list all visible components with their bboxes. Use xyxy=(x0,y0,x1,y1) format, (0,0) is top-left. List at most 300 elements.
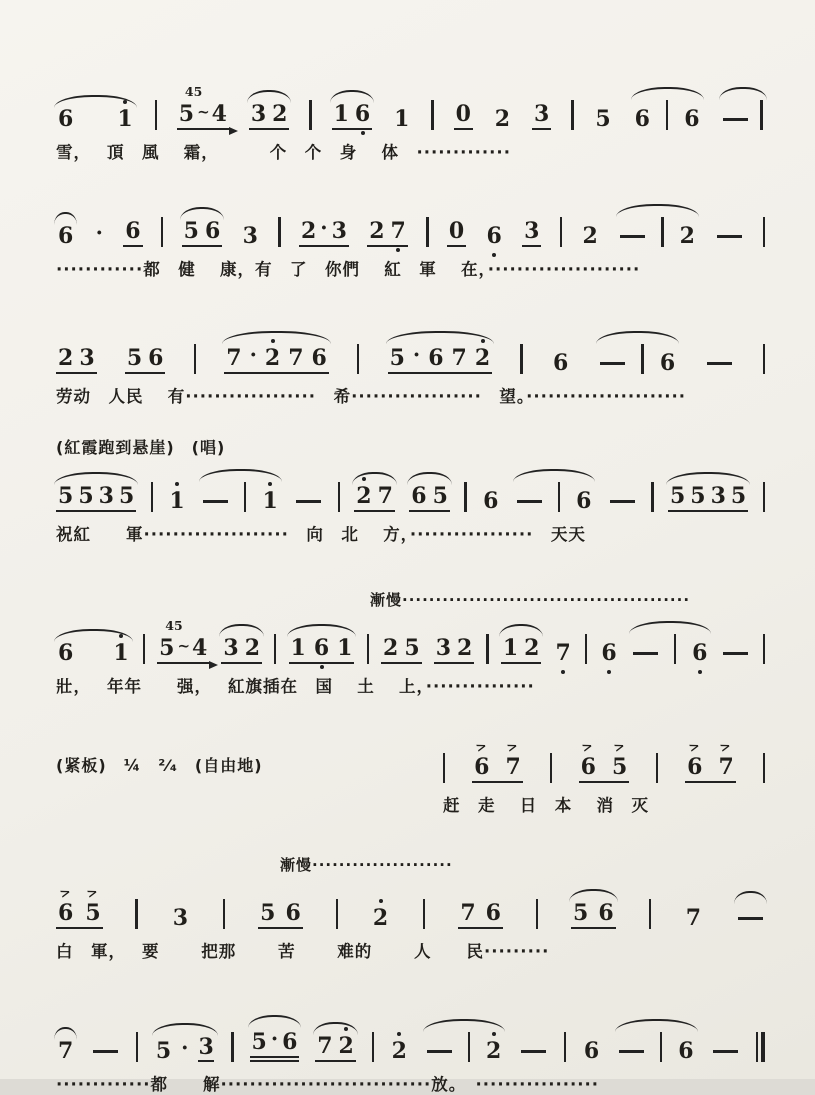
note: 7 xyxy=(391,220,406,242)
note: 6 xyxy=(411,483,427,509)
dash-note xyxy=(521,1037,546,1062)
dash-note xyxy=(203,487,228,512)
note: 1 xyxy=(290,635,306,661)
octave-dot-low xyxy=(607,670,611,674)
note-group xyxy=(56,347,97,374)
note: 6 xyxy=(428,345,444,371)
note: 6 xyxy=(598,900,614,926)
note-group xyxy=(56,108,135,130)
note: 2 xyxy=(679,223,695,249)
augmentation-dot: · xyxy=(95,220,103,245)
note: 1 xyxy=(394,106,410,132)
note: 6 > xyxy=(57,884,74,926)
barline xyxy=(674,634,676,664)
note-group xyxy=(56,225,75,247)
dash-note xyxy=(723,639,748,664)
barline xyxy=(136,1032,138,1062)
barline xyxy=(571,100,573,130)
barline xyxy=(223,899,225,929)
note: 5 xyxy=(126,345,143,371)
note: 5 xyxy=(404,635,420,661)
barline xyxy=(564,1032,566,1062)
barline xyxy=(338,482,340,512)
music-system xyxy=(56,1016,765,1095)
note: 6 xyxy=(552,350,569,376)
note-group xyxy=(715,222,744,247)
lyrics-line: 劳动 人民 有·················· 希·················· 望。······················ xyxy=(56,387,687,406)
note-group xyxy=(56,642,131,664)
note-group xyxy=(224,344,329,374)
note: 1 xyxy=(117,108,132,130)
note: 3 xyxy=(98,483,114,509)
slur-arc xyxy=(615,1019,698,1032)
note: 5 xyxy=(690,483,706,509)
note: 2 xyxy=(494,106,511,132)
lyrics-line: 赶 走 日 本 消 灭 xyxy=(443,796,649,815)
slur-arc xyxy=(513,469,596,482)
note-group xyxy=(388,344,493,374)
note-group xyxy=(551,352,570,374)
note: 3 xyxy=(242,223,258,249)
slur-arc xyxy=(423,1019,506,1032)
note-group xyxy=(608,487,637,512)
note: 6 xyxy=(285,900,301,926)
note: 6 xyxy=(659,350,676,376)
note-group xyxy=(617,1032,696,1062)
note: 1 xyxy=(502,635,519,661)
note-group xyxy=(493,108,512,130)
note-group xyxy=(289,637,355,664)
dash-note xyxy=(427,1037,452,1062)
note: 6 xyxy=(58,223,74,249)
note: 6 xyxy=(576,488,592,514)
note-group xyxy=(711,1037,740,1062)
note: 5 xyxy=(260,900,276,926)
note-group xyxy=(598,344,677,374)
note: 2 xyxy=(582,223,598,249)
dash-note xyxy=(713,1037,738,1062)
note-group xyxy=(554,642,573,664)
barline xyxy=(464,482,466,512)
note-group xyxy=(249,103,290,130)
note-group xyxy=(157,618,209,664)
note-group xyxy=(472,738,523,783)
dash-note xyxy=(619,1037,644,1062)
accent-mark: > xyxy=(686,738,702,757)
barline xyxy=(244,482,246,512)
note-group xyxy=(581,225,600,247)
note: 6 xyxy=(684,106,700,132)
note-group xyxy=(582,1040,601,1062)
note-group xyxy=(354,485,395,512)
lyrics-line: 雪， 頂 風 霜， 个 个 身 体 ············· xyxy=(56,143,511,162)
note: 5 45 xyxy=(178,84,203,127)
notation-line xyxy=(56,1016,765,1062)
note: 2 xyxy=(524,635,540,661)
note-group xyxy=(579,738,630,783)
note-group xyxy=(485,225,504,247)
note: 5 xyxy=(78,483,94,509)
note: 6 xyxy=(282,1029,298,1055)
note: 5 xyxy=(595,106,611,132)
octave-dot-high xyxy=(271,339,275,343)
note-group xyxy=(633,100,702,130)
note: 2 xyxy=(475,347,490,369)
dash-note xyxy=(723,105,748,130)
note-group xyxy=(532,103,551,130)
note-group xyxy=(56,884,103,929)
note: 3 xyxy=(331,218,347,244)
note: ~ xyxy=(197,103,209,121)
note: 6 xyxy=(58,106,74,132)
note: 5 > xyxy=(611,738,628,780)
note: 6 xyxy=(58,640,74,666)
dash-note xyxy=(517,487,542,512)
note: 7 > xyxy=(505,738,521,780)
note-group xyxy=(94,222,105,247)
note-group xyxy=(392,108,411,130)
note-group xyxy=(501,637,542,664)
note: 7 xyxy=(377,483,393,509)
octave-dot-high xyxy=(119,634,123,638)
note: ~ xyxy=(177,637,190,655)
stage-direction: (紅霞跑到悬崖) (唱) xyxy=(56,438,226,457)
lyrics-line: 白 軍， 要 把那 苦 难的 人 民········· xyxy=(56,942,550,961)
note: 1 xyxy=(337,635,353,661)
barline xyxy=(426,217,428,247)
augmentation-dot: · xyxy=(181,1035,189,1060)
note: 6 xyxy=(601,642,616,664)
note: 6 xyxy=(485,900,501,926)
octave-dot-high xyxy=(481,339,485,343)
note: 3 xyxy=(198,1034,214,1060)
barline xyxy=(274,634,276,664)
note: 7 xyxy=(451,345,467,371)
note: 6 > xyxy=(580,738,596,780)
note-group xyxy=(381,637,422,664)
notation-block xyxy=(443,737,765,816)
note-group xyxy=(294,487,323,512)
note-group xyxy=(571,902,616,929)
octave-dot-low xyxy=(361,131,365,135)
lyrics-line: ············都 健 康，有 了 你們 紅 軍 在，····················· xyxy=(56,260,641,279)
note: 5 > xyxy=(84,884,101,926)
barline xyxy=(372,1032,374,1062)
note-group xyxy=(425,1032,504,1062)
note-group xyxy=(515,482,594,512)
dash-note xyxy=(600,349,625,374)
note: 1 xyxy=(113,642,128,664)
note: 7 xyxy=(226,345,242,371)
note: 2 xyxy=(373,907,388,929)
accent-mark: > xyxy=(718,738,734,757)
barline xyxy=(649,899,651,929)
music-system xyxy=(56,737,765,816)
note: 3 xyxy=(533,101,550,127)
note: 3 xyxy=(435,635,451,661)
augmentation-dot: · xyxy=(320,215,328,240)
barline xyxy=(763,344,765,374)
slur-arc xyxy=(734,891,767,904)
note: 7 xyxy=(58,1038,74,1064)
music-system xyxy=(56,201,765,280)
tempo-meter-marking: (紧板) ¼ ²⁄₄ (自由地) xyxy=(56,756,263,775)
notation-line xyxy=(443,737,765,783)
note: 5 xyxy=(669,483,686,509)
barline xyxy=(309,100,311,130)
barline xyxy=(641,344,643,374)
note-group xyxy=(434,637,475,664)
barline xyxy=(520,344,522,374)
note: 6 xyxy=(583,1038,600,1064)
note-group xyxy=(593,108,612,130)
note: 6 xyxy=(678,1038,694,1064)
note: 2 xyxy=(339,1035,354,1057)
barline xyxy=(661,217,663,247)
note: 3 xyxy=(524,218,540,244)
note: 5 xyxy=(730,483,747,509)
note-group xyxy=(332,103,373,130)
note: 6 xyxy=(125,218,141,244)
music-system xyxy=(56,328,765,407)
note: 3 xyxy=(710,483,726,509)
note-group xyxy=(171,907,190,929)
slur-arc xyxy=(631,87,704,100)
slur-arc xyxy=(719,87,766,100)
lyrics-line: 壯， 年年 强， 紅旗插在 国 土 上，··············· xyxy=(56,677,535,696)
note: 2 xyxy=(383,635,399,661)
dash-note xyxy=(620,222,645,247)
note: 6 > xyxy=(473,738,490,780)
note-group xyxy=(258,902,303,929)
barline xyxy=(367,634,369,664)
accent-mark: > xyxy=(473,738,489,757)
note-group xyxy=(631,634,710,664)
note: 5 xyxy=(389,345,405,371)
note: 6 xyxy=(148,345,164,371)
note: 6 xyxy=(355,103,370,125)
barline xyxy=(161,217,163,247)
barline xyxy=(486,634,488,664)
barline xyxy=(155,100,157,130)
note-group xyxy=(201,482,280,512)
slur-arc xyxy=(596,331,679,344)
score-systems xyxy=(56,84,765,1095)
octave-dot-low xyxy=(698,670,702,674)
notation-line xyxy=(56,466,765,512)
note: 2 xyxy=(369,218,385,244)
note: 1 xyxy=(262,490,277,512)
note-group xyxy=(154,1036,216,1062)
note-group xyxy=(447,220,466,247)
note-group xyxy=(182,220,223,247)
note-group xyxy=(250,1028,300,1062)
slur-arc xyxy=(222,331,331,344)
note: 6 xyxy=(311,345,327,371)
note: 2 xyxy=(486,1040,501,1062)
barline xyxy=(666,100,668,130)
lyrics-line: ·············都 解·····························放。 ················· xyxy=(56,1075,600,1094)
note-group xyxy=(599,642,618,664)
note-group xyxy=(618,217,697,247)
accent-mark: > xyxy=(580,738,596,757)
lyrics-line: 祝紅 軍···················· 向 北 方，················· 天天 xyxy=(56,525,586,544)
slur-arc xyxy=(199,469,282,482)
barline xyxy=(151,482,153,512)
dash-note xyxy=(610,487,635,512)
accent-mark: > xyxy=(505,738,521,757)
note: 5 xyxy=(155,1038,172,1064)
slur-arc xyxy=(629,621,712,634)
note: 3 xyxy=(223,635,239,661)
rest-note: 0 xyxy=(455,101,471,127)
note: 7 xyxy=(556,642,571,664)
note: 5 45 xyxy=(159,618,183,661)
note: 4 xyxy=(192,635,208,661)
note: 7 > xyxy=(718,738,734,780)
note-group xyxy=(315,1035,356,1062)
note-group xyxy=(685,738,736,783)
note-group xyxy=(481,490,500,512)
note: 3 xyxy=(172,905,189,931)
note-group xyxy=(721,100,764,130)
note: 2 xyxy=(392,1040,407,1062)
note: 2 xyxy=(272,101,288,127)
accent-mark: > xyxy=(611,738,627,757)
note-group xyxy=(241,225,260,247)
barline xyxy=(231,1032,233,1062)
note: 6 xyxy=(314,637,329,659)
note-group xyxy=(684,907,703,929)
barline xyxy=(423,899,425,929)
barline xyxy=(763,482,765,512)
dash-note xyxy=(738,904,763,929)
barline xyxy=(135,899,137,929)
barline xyxy=(468,1032,470,1062)
note-group xyxy=(123,220,142,247)
dash-note xyxy=(717,222,742,247)
octave-dot-high xyxy=(175,482,179,486)
notation-line xyxy=(56,328,765,374)
note: 7 xyxy=(460,900,476,926)
octave-dot-low xyxy=(320,665,324,669)
final-double-barline xyxy=(756,1032,765,1062)
barline xyxy=(336,899,338,929)
note: 3 xyxy=(250,101,267,127)
note: 5 xyxy=(118,483,135,509)
octave-dot-high xyxy=(492,1032,496,1036)
dash-note xyxy=(633,639,658,664)
barline xyxy=(585,634,587,664)
octave-dot-high xyxy=(362,477,366,481)
note: 1 xyxy=(169,490,184,512)
note-group xyxy=(721,639,750,664)
note: 2 xyxy=(356,485,371,507)
note-group xyxy=(91,1037,120,1062)
music-system xyxy=(56,435,765,545)
note-group xyxy=(367,220,408,247)
barline xyxy=(357,344,359,374)
augmentation-dot: · xyxy=(270,1026,279,1051)
note-group xyxy=(736,904,765,929)
rest-note: 0 xyxy=(448,218,465,244)
octave-dot-high xyxy=(123,100,127,104)
barline xyxy=(656,753,658,783)
note-group xyxy=(668,485,748,512)
note-group xyxy=(458,902,503,929)
dash-note xyxy=(296,487,321,512)
note: 2 xyxy=(244,635,261,661)
barline xyxy=(660,1032,662,1062)
note: 7 xyxy=(288,345,304,371)
octave-dot-low xyxy=(396,248,400,252)
note-group xyxy=(167,490,186,512)
barline xyxy=(763,217,765,247)
music-system xyxy=(56,84,765,163)
barline xyxy=(763,634,765,664)
note-group xyxy=(177,84,229,130)
barline xyxy=(560,217,562,247)
tempo-marking: 漸慢····················· xyxy=(280,856,453,874)
note: 2 xyxy=(58,345,74,371)
note: 4 xyxy=(211,101,227,127)
note-group xyxy=(454,103,473,130)
notation-line xyxy=(56,883,765,929)
dash-note xyxy=(707,349,732,374)
note-group xyxy=(221,637,262,664)
note: 7 xyxy=(685,905,702,931)
notation-line xyxy=(56,84,765,130)
tempo-marking: 漸慢··········································· xyxy=(370,591,691,609)
barline xyxy=(431,100,433,130)
augmentation-dot: · xyxy=(412,342,421,367)
barline xyxy=(443,753,445,783)
notation-line xyxy=(56,201,765,247)
note: 3 xyxy=(79,345,95,371)
note-group xyxy=(519,1037,548,1062)
barline xyxy=(278,217,280,247)
grace-notes: 45 xyxy=(165,618,183,633)
barline xyxy=(143,634,145,664)
note-group xyxy=(390,1040,409,1062)
note-group xyxy=(56,1040,75,1062)
note-group xyxy=(371,907,390,929)
note: 2 xyxy=(300,218,317,244)
note: 6 xyxy=(487,225,502,247)
note: 6 xyxy=(483,488,499,514)
note: 5 xyxy=(432,483,448,509)
octave-dot-high xyxy=(268,482,272,486)
accent-mark: > xyxy=(84,884,100,903)
barline xyxy=(763,753,765,783)
note: 7 xyxy=(317,1033,333,1059)
barline xyxy=(550,753,552,783)
note: 2 xyxy=(265,347,280,369)
note: 5 xyxy=(251,1029,267,1055)
note: 5 xyxy=(58,483,74,509)
slur-arc xyxy=(616,204,699,217)
barline xyxy=(536,899,538,929)
octave-dot-high xyxy=(379,899,383,903)
notation-line xyxy=(56,618,765,664)
note: 6 > xyxy=(686,738,703,780)
music-system xyxy=(56,589,765,697)
augmentation-dot: · xyxy=(249,342,257,367)
octave-dot-high xyxy=(397,1032,401,1036)
music-system xyxy=(56,854,765,962)
note: 1 xyxy=(333,101,349,127)
note-group xyxy=(522,220,541,247)
